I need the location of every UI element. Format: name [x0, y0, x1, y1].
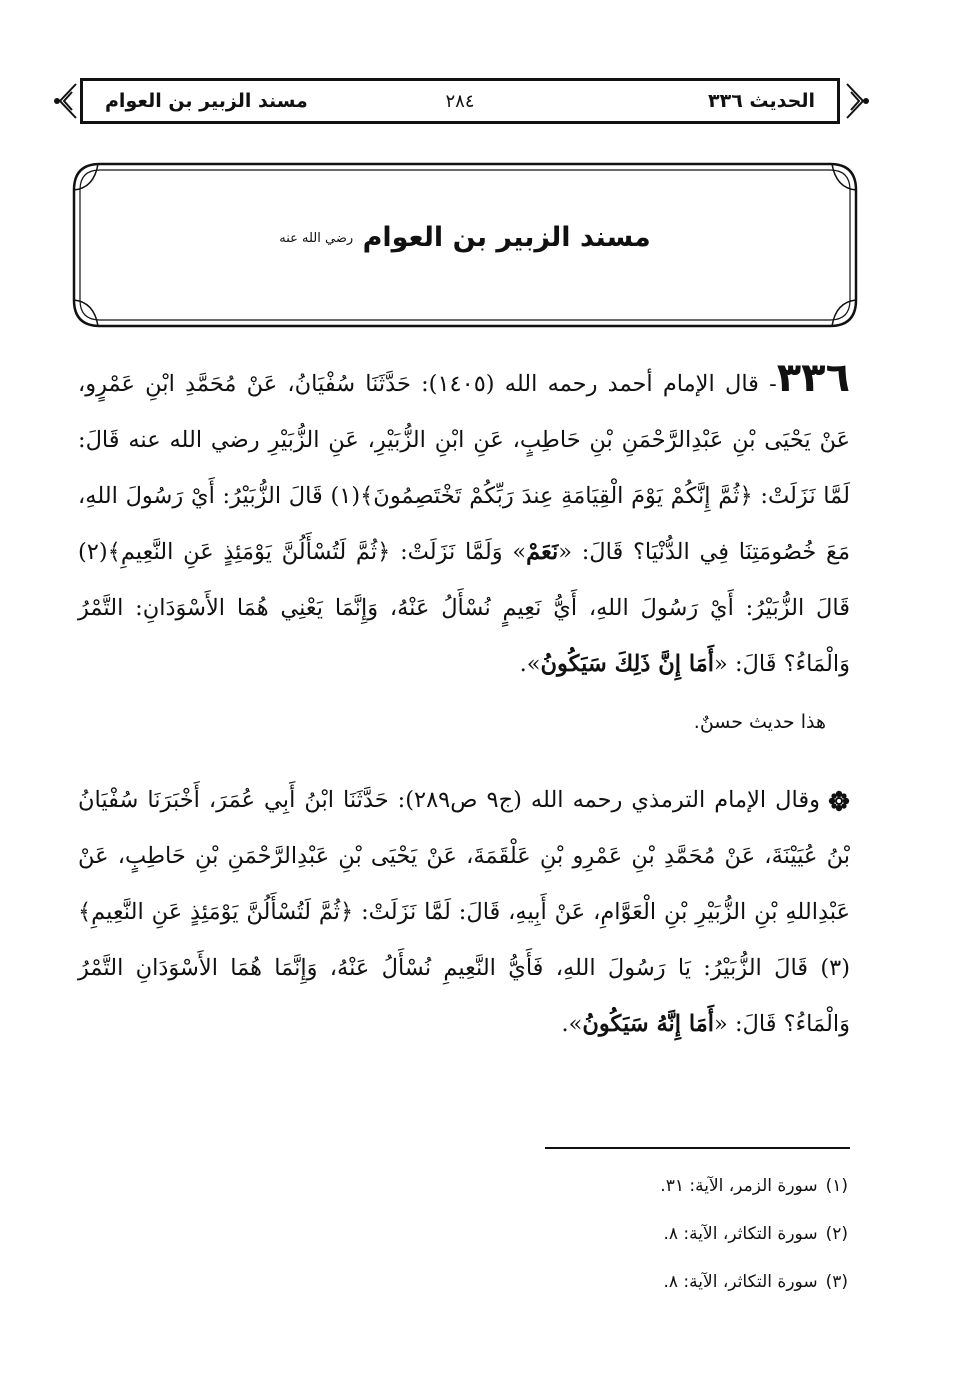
footnote-text: سورة التكاثر، الآية: ٨. [663, 1272, 818, 1292]
footnote [78, 1162, 848, 1210]
hadith-number: ٣٣٦ [776, 355, 850, 401]
text-run: - قال الإمام أحمد رحمه الله (١٤٠٥): حَدَّثَنَا سُفْيَانُ، عَنْ مُحَمَّدِ ابْنِ عَمْرٍو، عَنْ يَحْيَى بْنِ عَبْدِالرَّحْمَنِ بْنِ حَاطِبٍ، عَنِ ابْنِ الزُّبَيْرِ، عَنِ الزُّبَيْرِ رضي الله عنه قَالَ: لَمَّا نَزَلَتْ: ﴿ثُمَّ إِنَّكُمْ يَوْمَ الْقِيَامَةِ عِندَ رَبِّكُمْ تَخْتَصِمُونَ﴾(١) قَالَ الزُّبَيْرُ: أَيْ رَسُولَ اللهِ، مَعَ خُصُومَتِنَا فِي الدُّنْيَا؟ قَالَ: « [78, 371, 850, 565]
text-run: » وَلَمَّا نَزَلَتْ: ﴿ثُمَّ لَتُسْأَلُنَّ يَوْمَئِذٍ عَنِ النَّعِيمِ﴾(٢) قَالَ الزُّبَيْرُ: أَيْ رَسُولَ اللهِ، أَيُّ نَعِيمٍ نُسْأَلُ عَنْهُ، وَإِنَّمَا يَعْنِي هُمَا الأَسْوَدَانِ: التَّمْرُ وَالْمَاءُ؟ قَالَ: « [78, 539, 850, 677]
hadith-grade: هذا حديث حسنٌ. [693, 711, 826, 733]
footnote-separator [545, 1147, 850, 1149]
prophet-quote: أَمَا إِنَّهُ سَيَكُونُ [582, 1011, 715, 1037]
ornament-left-icon [52, 80, 78, 122]
section-title-text: مسند الزبير بن العوام [362, 222, 651, 253]
honorific-text: رضي الله عنه [279, 231, 354, 246]
footnote-text: سورة الزمر، الآية: ٣١. [660, 1176, 818, 1196]
main-text [78, 350, 850, 1052]
footnotes [78, 1162, 848, 1306]
text-run: ». [561, 1011, 583, 1037]
prophet-quote: نَعَمْ [526, 539, 559, 565]
header-hadith-number: الحديث ٣٣٦ [708, 90, 815, 112]
ornament-right-icon [845, 80, 871, 122]
text-run: ». [519, 651, 541, 677]
header-section-title: مسند الزبير بن العوام [105, 90, 308, 112]
section-title [70, 222, 860, 253]
footnote [78, 1258, 848, 1306]
prophet-quote: أَمَا إِنَّ ذَلِكَ سَيَكُونُ [540, 651, 715, 677]
footnote [78, 1210, 848, 1258]
text-run: وقال الإمام الترمذي رحمه الله (ج٩ ص٢٨٩): حَدَّثَنَا ابْنُ أَبِي عُمَرَ، أَخْبَرَنَا سُفْيَانُ بْنُ عُيَيْنَةَ، عَنْ مُحَمَّدِ بْنِ عَمْرِو بْنِ عَلْقَمَةَ، عَنْ يَحْيَى بْنِ عَبْدِالرَّحْمَنِ بْنِ حَاطِبٍ، عَنْ عَبْدِاللهِ بْنِ الزُّبَيْرِ بْنِ الْعَوَّامِ، عَنْ أَبِيهِ، قَالَ: لَمَّا نَزَلَتْ: ﴿ثُمَّ لَتُسْأَلُنَّ يَوْمَئِذٍ عَنِ النَّعِيمِ﴾(٣) قَالَ الزُّبَيْرُ: يَا رَسُولَ اللهِ، فَأَيُّ النَّعِيمِ نُسْأَلُ عَنْهُ، وَإِنَّمَا هُمَا الأَسْوَدَانِ التَّمْرُ وَالْمَاءُ؟ قَالَ: « [78, 787, 850, 1037]
section-title-frame [70, 160, 860, 330]
footnote-number: (٢) [825, 1224, 848, 1244]
footnote-number: (٣) [825, 1272, 848, 1292]
flower-bullet-icon [828, 790, 850, 812]
hadith-paragraph-1 [78, 350, 850, 692]
running-header [80, 78, 840, 124]
footnote-text: سورة التكاثر، الآية: ٨. [663, 1224, 818, 1244]
footnote-number: (١) [825, 1176, 848, 1196]
page-number: ٢٨٤ [445, 90, 475, 112]
hadith-paragraph-2 [78, 772, 850, 1052]
